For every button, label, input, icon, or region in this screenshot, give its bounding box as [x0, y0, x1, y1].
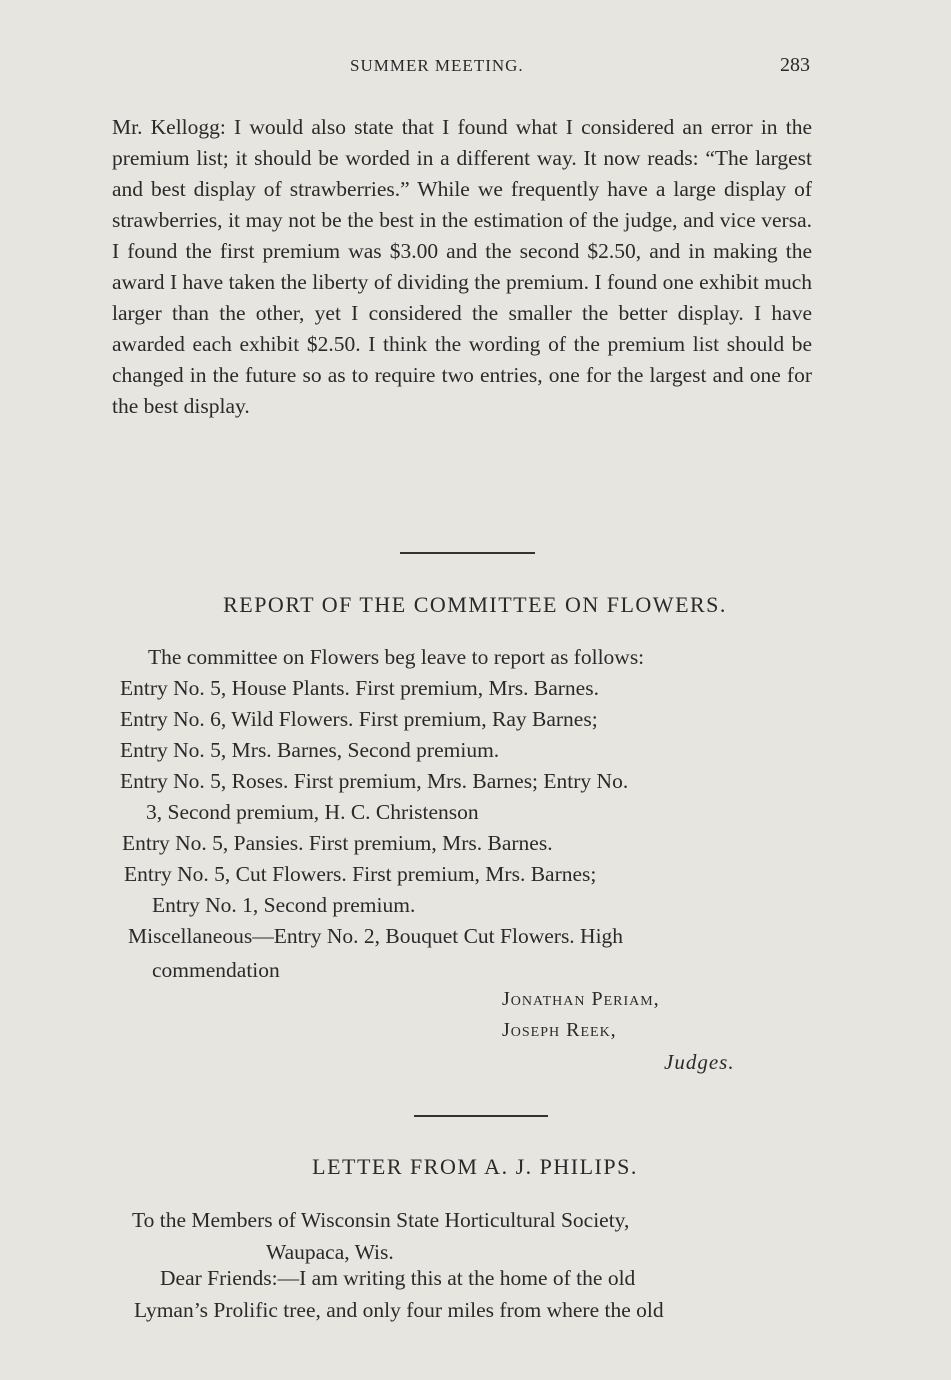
letter-body-line: Lyman’s Prolific tree, and only four miles from where the old [134, 1298, 664, 1322]
entry-line-continuation: commendation [152, 958, 280, 982]
section-divider [414, 1115, 548, 1117]
entry-line-continuation: Entry No. 1, Second premium. [152, 893, 416, 917]
flowers-report-heading: REPORT OF THE COMMITTEE ON FLOWERS. [223, 592, 727, 617]
judge-signature: Jonathan Periam, [502, 988, 660, 1010]
entry-line: Entry No. 5, Cut Flowers. First premium, Mrs. Barnes; [124, 862, 597, 886]
page-number: 283 [780, 54, 810, 76]
entry-line: Miscellaneous—Entry No. 2, Bouquet Cut Flowers. High [128, 924, 624, 948]
letter-address-line: To the Members of Wisconsin State Horticultural Society, [132, 1208, 630, 1232]
entry-line: Entry No. 6, Wild Flowers. First premium, Ray Barnes; [120, 707, 598, 731]
letter-address-line: Waupaca, Wis. [266, 1240, 394, 1264]
running-title: SUMMER MEETING. [350, 56, 524, 75]
entry-line: Entry No. 5, Roses. First premium, Mrs. Barnes; Entry No. [120, 769, 629, 793]
entry-line: Entry No. 5, Pansies. First premium, Mrs. Barnes. [122, 831, 553, 855]
running-head [110, 56, 810, 84]
judge-signature: Joseph Reek, [502, 1019, 617, 1041]
entry-line: Entry No. 5, House Plants. First premium, Mrs. Barnes. [120, 676, 599, 700]
judges-label: Judges. [664, 1050, 735, 1074]
flowers-intro: The committee on Flowers beg leave to report as follows: [148, 645, 645, 669]
entry-line: Entry No. 5, Mrs. Barnes, Second premium. [120, 738, 500, 762]
section-divider [400, 552, 535, 554]
letter-body-line: Dear Friends:—I am writing this at the home of the old [160, 1266, 636, 1290]
entry-line-continuation: 3, Second premium, H. C. Christenson [146, 800, 479, 824]
kellogg-paragraph: Mr. Kellogg: I would also state that I found what I considered an error in the premium list; it should be worded in a different way. It now reads: “The largest and best display of strawberries.” While we frequently have a large display of strawberries, it may not be the best in the estimation of the judge, and vice versa. I found the first premium was $3.00 and the second $2.50, and in making the award I have taken the liberty of dividing the premium. I found one exhibit much larger than the other, yet I considered the smaller the better display. I have awarded each exhibit $2.50. I think the wording of the premium list should be changed in the future so as to require two entries, one for the largest and one for the best display. [112, 115, 812, 418]
letter-heading: LETTER FROM A. J. PHILIPS. [312, 1154, 638, 1179]
